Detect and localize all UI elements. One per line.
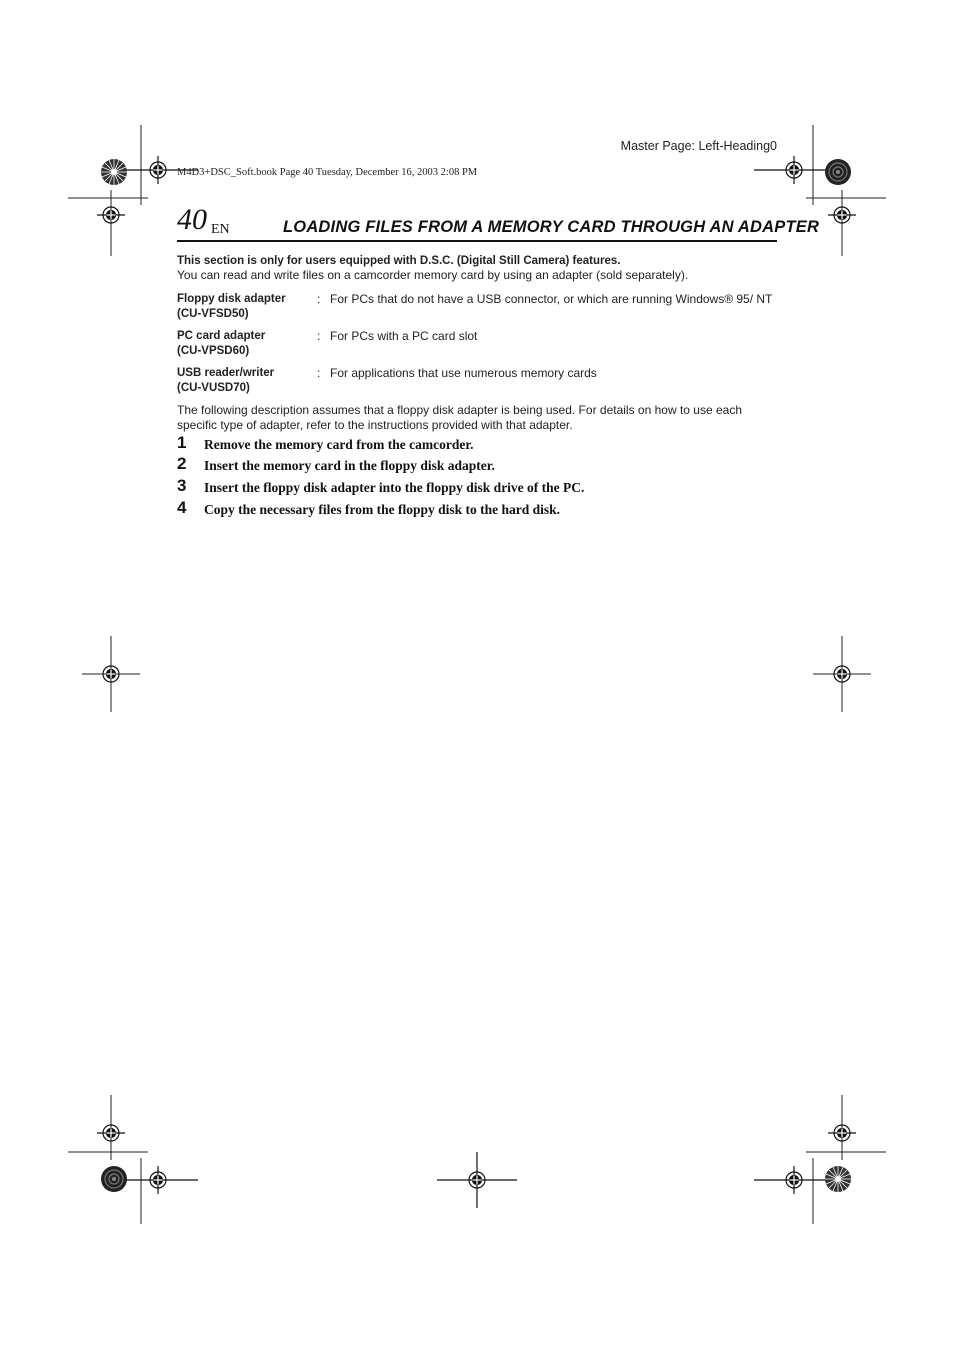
page-number: 40 (177, 203, 207, 236)
step-text: Insert the memory card in the floppy disk adapter. (204, 458, 495, 473)
intro-bold-note: This section is only for users equipped with D.S.C. (Digital Still Camera) features. (177, 255, 621, 267)
step-number: 4 (177, 498, 187, 517)
adapter-name: USB reader/writer (177, 367, 275, 379)
step-number: 1 (177, 433, 187, 452)
language-code: EN (211, 222, 230, 237)
step-number: 2 (177, 454, 187, 473)
separator: : (317, 366, 321, 380)
step-text: Insert the floppy disk adapter into the floppy disk drive of the PC. (204, 480, 585, 495)
adapter-description: For applications that use numerous memory cards (330, 366, 597, 380)
master-page-label: Master Page: Left-Heading0 (620, 139, 777, 153)
adapter-description: For PCs with a PC card slot (330, 329, 478, 343)
book-info-line: M4D3+DSC_Soft.book Page 40 Tuesday, December 16, 2003 2:08 PM (177, 167, 478, 178)
adapter-model: (CU-VUSD70) (177, 382, 250, 394)
description-note: The following description assumes that a floppy disk adapter is being used. For details on how to use each specific type of adapter, refer to the instructions provided with that adapter. (177, 403, 742, 432)
step-number: 3 (177, 476, 187, 495)
title-rule (177, 240, 777, 242)
separator: : (317, 292, 321, 306)
intro-text: You can read and write files on a camcorder memory card by using an adapter (sold separately). (177, 268, 689, 282)
adapter-model: (CU-VFSD50) (177, 308, 249, 320)
page-title: LOADING FILES FROM A MEMORY CARD THROUGH AN ADAPTER (283, 218, 820, 236)
step-text: Remove the memory card from the camcorder. (204, 437, 474, 452)
adapter-description: For PCs that do not have a USB connector, or which are running Windows® 95/ NT (330, 292, 773, 306)
adapter-model: (CU-VPSD60) (177, 345, 250, 357)
adapter-name: Floppy disk adapter (177, 293, 286, 305)
step-text: Copy the necessary files from the floppy disk to the hard disk. (204, 502, 561, 517)
adapter-name: PC card adapter (177, 330, 266, 342)
separator: : (317, 329, 321, 343)
